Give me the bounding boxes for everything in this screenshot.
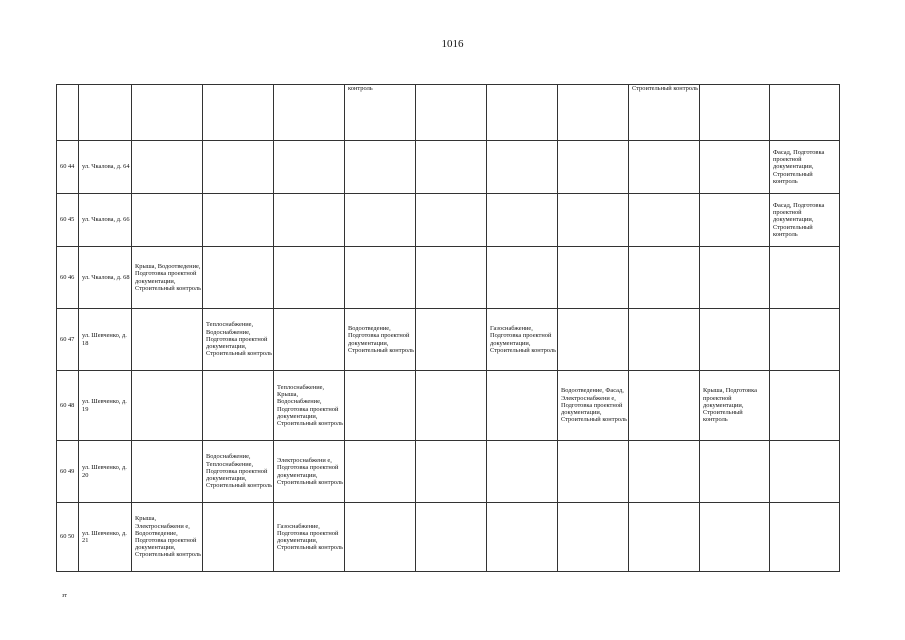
table-cell [629, 441, 700, 503]
work-cell: Фасад, Подготовка проектной документации, Строительный контроль [770, 194, 840, 247]
row-number: 60 46 [57, 247, 79, 309]
table-cell [345, 85, 416, 141]
table-cell [132, 441, 203, 503]
table-cell [345, 441, 416, 503]
table-cell [345, 194, 416, 247]
address-cell: ул. Чкалова, д. 66 [79, 194, 132, 247]
table-cell [558, 247, 629, 309]
table-cell [558, 503, 629, 572]
work-cell: Водоотведение, Подготовка проектной документации, Строительный контроль [345, 309, 416, 371]
table-cell [345, 371, 416, 441]
work-cell: Газоснабжение, Подготовка проектной документации, Строительный контроль [274, 503, 345, 572]
table-cell [558, 141, 629, 194]
work-cell: Водоотведение, Фасад, Электроснабжени е, Подготовка проектной документации, Строительный контроль [558, 371, 629, 441]
table-cell [132, 371, 203, 441]
table-cell [203, 85, 274, 141]
table-row [57, 247, 840, 309]
table-cell [132, 194, 203, 247]
row-number: 60 49 [57, 441, 79, 503]
table-cell [274, 85, 345, 141]
footer-mark: зт [62, 593, 67, 599]
table-cell [57, 85, 79, 141]
table-cell [416, 371, 487, 441]
table-cell [416, 247, 487, 309]
work-cell: Крыша, Подготовка проектной документации, Строительный контроль [700, 371, 770, 441]
page-number: 1016 [441, 38, 464, 50]
table-cell [203, 371, 274, 441]
table-cell [770, 309, 840, 371]
table-cell [274, 194, 345, 247]
repair-schedule-table [56, 84, 840, 572]
table-row [57, 371, 840, 441]
table-cell [487, 371, 558, 441]
row-number: 60 50 [57, 503, 79, 572]
table-row [57, 503, 840, 572]
row-number: 60 45 [57, 194, 79, 247]
row-number: 60 47 [57, 309, 79, 371]
table-cell [558, 309, 629, 371]
work-cell: Фасад, Подготовка проектной документации, Строительный контроль [770, 141, 840, 194]
table-cell [203, 247, 274, 309]
table-cell [558, 194, 629, 247]
table-cell [770, 247, 840, 309]
table-cell [770, 441, 840, 503]
table-cell [629, 141, 700, 194]
work-cell: Теплоснабжение, Крыша, Водоснабжение, Подготовка проектной документации, Строительный контроль [274, 371, 345, 441]
work-cell: Электроснабжени е, Подготовка проектной документации, Строительный контроль [274, 441, 345, 503]
table-cell [558, 441, 629, 503]
table-cell [770, 371, 840, 441]
table-row [57, 441, 840, 503]
table-cell [132, 141, 203, 194]
cell-text: Строительный контроль [632, 85, 698, 92]
table-cell [416, 85, 487, 141]
address-cell: ул. Чкалова, д. 68 [79, 247, 132, 309]
table-cell [274, 309, 345, 371]
address-cell: ул. Шевченко, д. 18 [79, 309, 132, 371]
table-cell [487, 194, 558, 247]
table-cell [629, 371, 700, 441]
table-cell [629, 194, 700, 247]
row-number: 60 48 [57, 371, 79, 441]
table-cell [345, 141, 416, 194]
table-cell [700, 247, 770, 309]
table-cell [487, 247, 558, 309]
table-row [57, 85, 840, 141]
table-cell [274, 141, 345, 194]
work-cell: Водоснабжение, Теплоснабжение, Подготовка проектной документации, Строительный контроль [203, 441, 274, 503]
cell-text: контроль [348, 85, 373, 92]
table-cell [416, 309, 487, 371]
table-cell [770, 503, 840, 572]
address-cell: ул. Чкалова, д. 64 [79, 141, 132, 194]
table-cell [487, 85, 558, 141]
table-row [57, 309, 840, 371]
table-cell [629, 503, 700, 572]
address-cell: ул. Шевченко, д. 20 [79, 441, 132, 503]
table-cell [416, 194, 487, 247]
table-cell [770, 85, 840, 141]
table-cell [700, 441, 770, 503]
work-cell: Крыша, Электроснабжени е, Водоотведение, Подготовка проектной документации, Строительный контроль [132, 503, 203, 572]
table-cell [132, 309, 203, 371]
table-cell [629, 85, 700, 141]
table-cell [416, 441, 487, 503]
table-cell [700, 309, 770, 371]
table-cell [700, 194, 770, 247]
table-cell [345, 247, 416, 309]
table-cell [487, 441, 558, 503]
table-cell [203, 503, 274, 572]
table-cell [558, 85, 629, 141]
table-cell [700, 141, 770, 194]
table-cell [487, 503, 558, 572]
work-cell: Теплоснабжение, Водоснабжение, Подготовка проектной документации, Строительный контроль [203, 309, 274, 371]
table-row [57, 141, 840, 194]
table-cell [487, 141, 558, 194]
address-cell: ул. Шевченко, д. 19 [79, 371, 132, 441]
work-cell: Газоснабжение, Подготовка проектной документации, Строительный контроль [487, 309, 558, 371]
table-cell [700, 85, 770, 141]
row-number: 60 44 [57, 141, 79, 194]
table-cell [629, 309, 700, 371]
table-row [57, 194, 840, 247]
table-cell [274, 247, 345, 309]
table-cell [629, 247, 700, 309]
table-cell [416, 141, 487, 194]
table-cell [79, 85, 132, 141]
work-cell: Крыша, Водоотведение, Подготовка проектной документации, Строительный контроль [132, 247, 203, 309]
address-cell: ул. Шевченко, д. 21 [79, 503, 132, 572]
table-cell [345, 503, 416, 572]
table-cell [132, 85, 203, 141]
table-cell [416, 503, 487, 572]
table-cell [203, 194, 274, 247]
table-cell [203, 141, 274, 194]
table-cell [700, 503, 770, 572]
